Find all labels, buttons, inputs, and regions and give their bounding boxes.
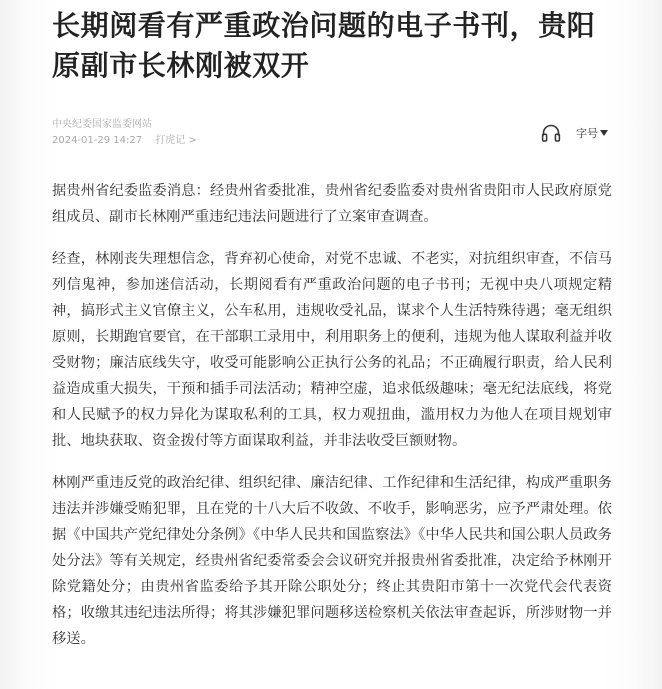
- font-size-button[interactable]: [576, 125, 608, 141]
- article-tools: [540, 122, 608, 144]
- article-source[interactable]: 中央纪委国家监委网站: [52, 119, 152, 130]
- article-paragraph-1: 据贵州省纪委监委消息：经贵州省委批准，贵州省纪委监委对贵州省贵阳市人民政府原党组成员、副市长林刚严重违纪违法问题进行了立案审查调查。: [52, 183, 612, 225]
- article-meta: [52, 118, 612, 150]
- article-dateline: [52, 134, 197, 148]
- editor-name[interactable]: 打虎记 >: [155, 135, 197, 146]
- caret-down-icon: [600, 130, 608, 136]
- article-page: [52, 0, 612, 647]
- article-paragraph-2: 经查，林刚丧失理想信念，背弃初心使命，对党不忠诚、不老实，对抗组织审查，不信马列信鬼神，参加迷信活动，长期阅看有严重政治问题的电子书刊；无视中央八项规定精神，搞形式主义官僚主义，公车私用，违规收受礼品，谋求个人生活特殊待遇；毫无组织原则，长期跑官要官，在干部职工录用中，利用职务上的便利，违规为他人谋取利益并收受财物；廉洁底线失守，收受可能影响公正执行公务的礼品；不正确履行职责，给人民利益造成重大损失，干预和插手司法活动；精神空虚，追求低级趣味；毫无纪法底线，将党和人民赋予的权力异化为谋取私利的工具，权力观扭曲，滥用权力为他人在项目规划审批、地块获取、资金拨付等方面谋取利益，并非法收受巨额财物。: [52, 251, 612, 449]
- article-body: [52, 178, 612, 668]
- headphones-icon[interactable]: [540, 122, 562, 144]
- article-paragraph-3: 林刚严重违反党的政治纪律、组织纪律、廉洁纪律、工作纪律和生活纪律，构成严重职务违法并涉嫌受贿犯罪，且在党的十八大后不收敛、不收手，影响恶劣，应予严肃处理。依据《中国共产党纪律处分条例》《中华人民共和国监察法》《中华人民共和国公职人员政务处分法》等有关规定，经贵州省纪委常委会会议研究并报贵州省委批准，决定给予林刚开除党籍处分；由贵州省监委给予其开除公职处分；终止其贵阳市第十一次党代会代表资格；收缴其违纪违法所得；将其涉嫌犯罪问题移送检察机关依法审查起诉，所涉财物一并移送。: [52, 475, 612, 647]
- article-title: 长期阅看有严重政治问题的电子书刊，贵阳原副市长林刚被双开: [52, 9, 596, 82]
- publish-time: 2024-01-29 14:27: [52, 135, 143, 146]
- font-size-label: 字号: [576, 127, 598, 140]
